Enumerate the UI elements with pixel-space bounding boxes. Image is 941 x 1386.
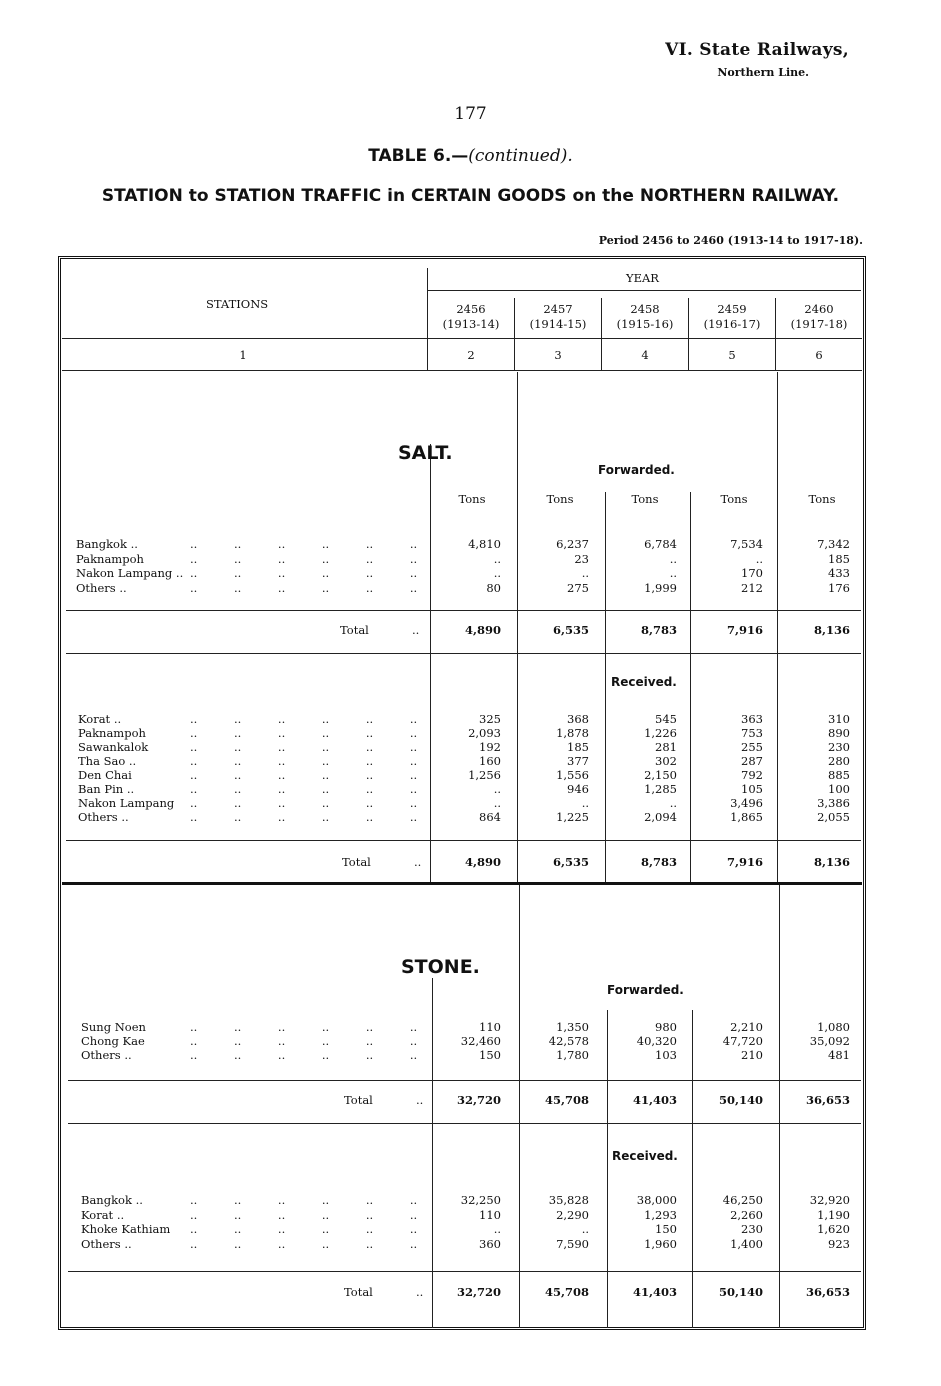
station-name: Others .. (81, 1236, 132, 1251)
leader-dots: .. (416, 1093, 424, 1107)
total-cell: 7,916 (726, 855, 763, 869)
total-cell: 8,783 (640, 855, 677, 869)
total-label: Total (342, 855, 371, 869)
value-cell: 176 (828, 580, 850, 595)
station-name: Paknampoh (76, 551, 144, 566)
table-row (0, 782, 941, 796)
total-cell: 7,916 (726, 623, 763, 637)
salt-forwarded-label: Forwarded. (598, 463, 675, 477)
value-cell: 1,960 (644, 1236, 677, 1251)
table-row (0, 1020, 941, 1034)
value-cell: .. (669, 796, 677, 810)
total-cell: 32,720 (456, 1093, 501, 1107)
value-cell: 864 (479, 810, 501, 824)
station-name: Others .. (76, 580, 127, 595)
value-cell: 110 (479, 1020, 501, 1034)
value-cell: 46,250 (722, 1193, 763, 1207)
table-row (0, 1208, 941, 1222)
value-cell: .. (493, 566, 501, 580)
value-cell: 433 (828, 566, 850, 580)
total-cell: 36,653 (805, 1285, 850, 1299)
value-cell: 2,290 (556, 1207, 589, 1222)
value-cell: 7,590 (556, 1236, 589, 1251)
colnum-6: 6 (815, 348, 823, 362)
section-header: VI. State Railways, (665, 40, 849, 60)
year-divider (427, 290, 861, 291)
value-cell: 325 (479, 712, 501, 726)
value-cell: 150 (655, 1222, 677, 1236)
value-cell: 275 (567, 580, 589, 595)
value-cell: 1,190 (817, 1207, 850, 1222)
total-cell: 50,140 (718, 1093, 763, 1107)
value-cell: 23 (574, 551, 589, 566)
value-cell: .. (755, 551, 763, 566)
table-row (0, 754, 941, 768)
value-cell: 35,092 (809, 1034, 850, 1048)
value-cell: 7,342 (817, 537, 850, 551)
value-cell: 1,620 (817, 1222, 850, 1236)
table-row (0, 810, 941, 824)
station-name: Korat .. (78, 712, 122, 726)
value-cell: 1,878 (556, 726, 589, 740)
station-name: Paknampoh (78, 726, 146, 740)
unit-label: Tons (546, 492, 574, 506)
leader-dots: .. (412, 623, 420, 637)
value-cell: 105 (741, 782, 763, 796)
value-cell: 481 (828, 1048, 850, 1062)
value-cell: 192 (479, 740, 501, 754)
value-cell: 885 (828, 768, 850, 782)
unit-label: Tons (808, 492, 836, 506)
table-title: TABLE 6.—(continued). (368, 146, 573, 166)
salt-title: SALT. (398, 442, 453, 464)
value-cell: 110 (479, 1207, 501, 1222)
value-cell: 4,810 (468, 537, 501, 551)
total-cell: 8,783 (640, 623, 677, 637)
leader-dots: .. .. .. .. .. .. (190, 580, 418, 595)
table-row (0, 537, 941, 551)
stone-received-label: Received. (612, 1149, 678, 1163)
value-cell: 368 (567, 712, 589, 726)
year-header-1: 2456 (1913-14) (442, 302, 500, 331)
value-cell: 2,055 (817, 810, 850, 824)
station-name: Sung Noen (81, 1020, 146, 1034)
leader-dots: .. (414, 855, 422, 869)
value-cell: 2,093 (468, 726, 501, 740)
total-row (0, 1285, 941, 1299)
year-header-5: 2460 (1917-18) (790, 302, 848, 331)
value-cell: 47,720 (722, 1034, 763, 1048)
station-name: Chong Kae (81, 1034, 145, 1048)
total-cell: 32,720 (456, 1285, 501, 1299)
table-row (0, 581, 941, 595)
year-header-4: 2459 (1916-17) (703, 302, 761, 331)
total-cell: 8,136 (813, 623, 850, 637)
total-cell: 41,403 (632, 1093, 677, 1107)
value-cell: 32,920 (809, 1193, 850, 1207)
section-subheader: Northern Line. (717, 66, 809, 79)
period-label: Period 2456 to 2460 (1913-14 to 1917-18). (598, 234, 863, 247)
main-title: STATION to STATION TRAFFIC in CERTAIN GOODS on the NORTHERN RAILWAY. (101, 186, 840, 206)
table-row (0, 712, 941, 726)
header-divider (62, 338, 862, 339)
leader-dots: .. .. .. .. .. .. (190, 754, 418, 768)
total-label: Total (344, 1093, 373, 1107)
value-cell: 80 (486, 580, 501, 595)
leader-dots: .. .. .. .. .. .. (190, 782, 418, 796)
value-cell: .. (581, 796, 589, 810)
station-name: Korat .. (81, 1207, 125, 1222)
leader-dots: .. .. .. .. .. .. (190, 537, 418, 551)
total-label: Total (344, 1285, 373, 1299)
station-name: Others .. (81, 1048, 132, 1062)
value-cell: 2,260 (730, 1207, 763, 1222)
value-cell: 363 (741, 712, 763, 726)
value-cell: 38,000 (636, 1193, 677, 1207)
value-cell: .. (669, 551, 677, 566)
value-cell: 185 (567, 740, 589, 754)
leader-dots: .. .. .. .. .. .. (190, 1207, 418, 1222)
station-name: Nakon Lampang .. (76, 566, 184, 580)
value-cell: .. (581, 566, 589, 580)
value-cell: 1,400 (730, 1236, 763, 1251)
value-cell: 980 (655, 1020, 677, 1034)
year-header-2: 2457 (1914-15) (529, 302, 587, 331)
value-cell: 545 (655, 712, 677, 726)
leader-dots: .. .. .. .. .. .. (190, 1193, 418, 1207)
table-row (0, 1222, 941, 1236)
value-cell: 281 (655, 740, 677, 754)
value-cell: 1,226 (644, 726, 677, 740)
value-cell: .. (669, 566, 677, 580)
value-cell: 1,080 (817, 1020, 850, 1034)
table-row (0, 566, 941, 580)
total-row (0, 623, 941, 637)
value-cell: 1,285 (644, 782, 677, 796)
value-cell: 212 (741, 580, 763, 595)
value-cell: 1,256 (468, 768, 501, 782)
colnum-2: 2 (467, 348, 475, 362)
value-cell: 2,210 (730, 1020, 763, 1034)
leader-dots: .. .. .. .. .. .. (190, 1236, 418, 1251)
value-cell: 1,556 (556, 768, 589, 782)
value-cell: 230 (828, 740, 850, 754)
unit-label: Tons (720, 492, 748, 506)
station-name: Sawankalok (78, 740, 149, 754)
colnum-divider (62, 370, 862, 371)
value-cell: .. (493, 1222, 501, 1236)
value-cell: 2,150 (644, 768, 677, 782)
unit-label: Tons (458, 492, 486, 506)
value-cell: 6,237 (556, 537, 589, 551)
value-cell: 230 (741, 1222, 763, 1236)
unit-label: Tons (631, 492, 659, 506)
station-name: Tha Sao .. (78, 754, 137, 768)
table-row (0, 740, 941, 754)
total-row (0, 1093, 941, 1107)
value-cell: 2,094 (644, 810, 677, 824)
section-separator (62, 882, 862, 885)
leader-dots: .. .. .. .. .. .. (190, 1020, 418, 1034)
value-cell: 150 (479, 1048, 501, 1062)
leader-dots: .. .. .. .. .. .. (190, 551, 418, 566)
value-cell: 360 (479, 1236, 501, 1251)
total-cell: 50,140 (718, 1285, 763, 1299)
value-cell: 255 (741, 740, 763, 754)
leader-dots: .. .. .. .. .. .. (190, 712, 418, 726)
station-name: Nakon Lampang (78, 796, 175, 810)
table-row (0, 726, 941, 740)
leader-dots: .. (416, 1285, 424, 1299)
salt-received-label: Received. (611, 675, 677, 689)
total-cell: 45,708 (544, 1093, 589, 1107)
stone-forwarded-label: Forwarded. (607, 983, 684, 997)
value-cell: 185 (828, 551, 850, 566)
station-name: Ban Pin .. (78, 782, 135, 796)
leader-dots: .. .. .. .. .. .. (190, 566, 418, 580)
leader-dots: .. .. .. .. .. .. (190, 810, 418, 824)
value-cell: 753 (741, 726, 763, 740)
value-cell: .. (493, 796, 501, 810)
value-cell: 160 (479, 754, 501, 768)
year-label: YEAR (626, 271, 659, 285)
station-name: Bangkok .. (81, 1193, 143, 1207)
value-cell: 890 (828, 726, 850, 740)
station-name: Den Chai (78, 768, 132, 782)
value-cell: .. (493, 782, 501, 796)
year-header-3: 2458 (1915-16) (616, 302, 674, 331)
table-row (0, 1193, 941, 1207)
value-cell: 1,780 (556, 1048, 589, 1062)
total-cell: 6,535 (552, 855, 589, 869)
value-cell: 40,320 (636, 1034, 677, 1048)
table-row (0, 1034, 941, 1048)
value-cell: 1,350 (556, 1020, 589, 1034)
value-cell: 35,828 (548, 1193, 589, 1207)
value-cell: 32,250 (460, 1193, 501, 1207)
value-cell: 302 (655, 754, 677, 768)
table-row (0, 1237, 941, 1251)
value-cell: 1,293 (644, 1207, 677, 1222)
value-cell: 923 (828, 1236, 850, 1251)
colnum-1: 1 (239, 348, 247, 362)
colnum-3: 3 (554, 348, 562, 362)
value-cell: 170 (741, 566, 763, 580)
leader-dots: .. .. .. .. .. .. (190, 768, 418, 782)
colnum-4: 4 (641, 348, 649, 362)
value-cell: 3,496 (730, 796, 763, 810)
page-number: 177 (454, 104, 487, 124)
total-cell: 36,653 (805, 1093, 850, 1107)
colnum-5: 5 (728, 348, 736, 362)
leader-dots: .. .. .. .. .. .. (190, 740, 418, 754)
stations-label: STATIONS (206, 297, 269, 311)
total-cell: 41,403 (632, 1285, 677, 1299)
total-row (0, 855, 941, 869)
value-cell: 103 (655, 1048, 677, 1062)
leader-dots: .. .. .. .. .. .. (190, 1222, 418, 1236)
value-cell: 100 (828, 782, 850, 796)
table-row (0, 1048, 941, 1062)
value-cell: 792 (741, 768, 763, 782)
total-cell: 4,890 (464, 855, 501, 869)
value-cell: 1,225 (556, 810, 589, 824)
value-cell: 7,534 (730, 537, 763, 551)
value-cell: 1,999 (644, 580, 677, 595)
value-cell: 210 (741, 1048, 763, 1062)
leader-dots: .. .. .. .. .. .. (190, 1034, 418, 1048)
total-cell: 4,890 (464, 623, 501, 637)
value-cell: 310 (828, 712, 850, 726)
value-cell: 42,578 (548, 1034, 589, 1048)
value-cell: 946 (567, 782, 589, 796)
value-cell: .. (493, 551, 501, 566)
station-name: Khoke Kathiam (81, 1222, 171, 1236)
leader-dots: .. .. .. .. .. .. (190, 796, 418, 810)
value-cell: 6,784 (644, 537, 677, 551)
stone-title: STONE. (401, 956, 480, 978)
value-cell: 3,386 (817, 796, 850, 810)
table-row (0, 552, 941, 566)
value-cell: .. (581, 1222, 589, 1236)
leader-dots: .. .. .. .. .. .. (190, 1048, 418, 1062)
table-row (0, 768, 941, 782)
station-name: Bangkok .. (76, 537, 138, 551)
table-row (0, 796, 941, 810)
value-cell: 32,460 (460, 1034, 501, 1048)
value-cell: 1,865 (730, 810, 763, 824)
total-cell: 6,535 (552, 623, 589, 637)
value-cell: 287 (741, 754, 763, 768)
total-cell: 8,136 (813, 855, 850, 869)
total-cell: 45,708 (544, 1285, 589, 1299)
value-cell: 377 (567, 754, 589, 768)
station-name: Others .. (78, 810, 129, 824)
total-label: Total (340, 623, 369, 637)
leader-dots: .. .. .. .. .. .. (190, 726, 418, 740)
value-cell: 280 (828, 754, 850, 768)
